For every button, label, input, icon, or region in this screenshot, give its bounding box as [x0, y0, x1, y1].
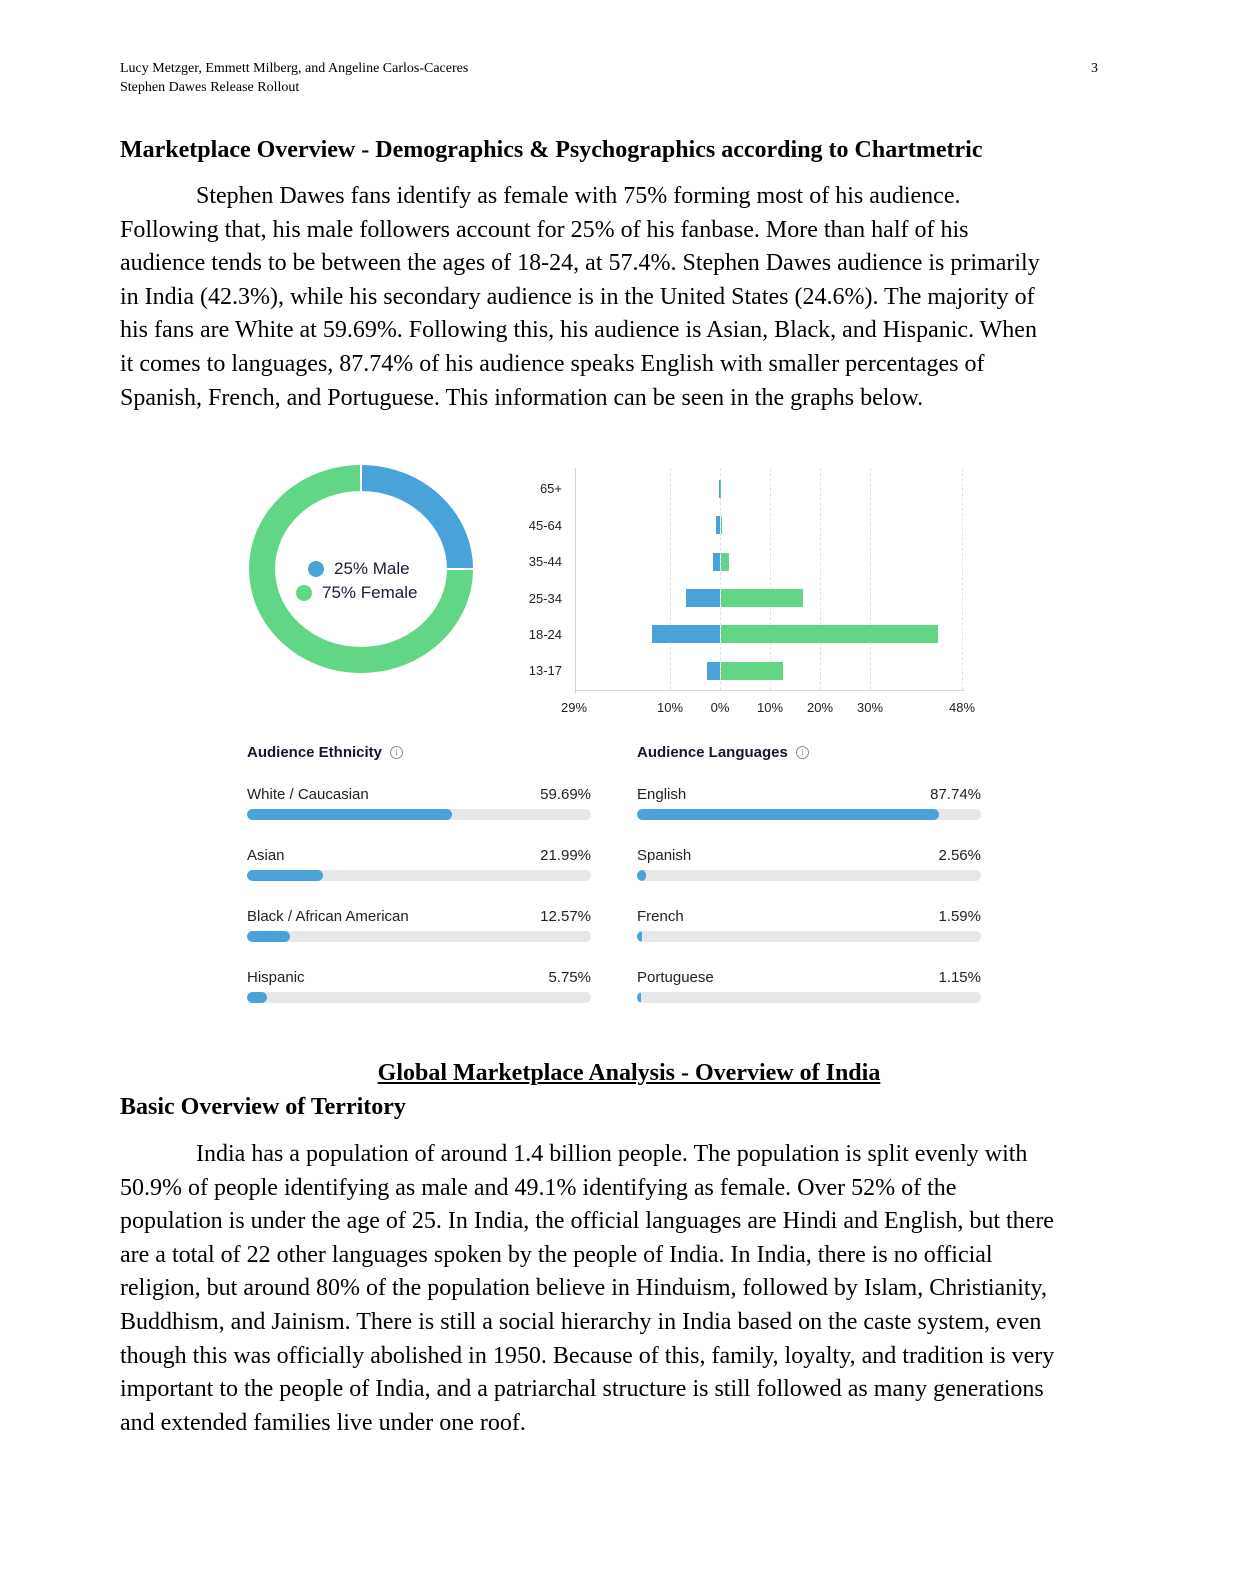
language-row: Portuguese 1.15%: [637, 969, 981, 1030]
legend-female: 75% Female: [296, 583, 417, 603]
progress-fill: [637, 870, 646, 881]
bar-female-18-24: [721, 625, 938, 643]
paragraph-line: important to the people of India, and a patriarchal structure is still followed as many generations: [120, 1376, 1044, 1403]
audience-ethnicity-panel: [247, 742, 591, 1030]
info-icon[interactable]: i: [796, 746, 809, 759]
bar-male-45-64: [716, 516, 720, 534]
progress-fill: [637, 931, 642, 942]
paragraph-line: India has a population of around 1.4 billion people. The population is split evenly with: [196, 1141, 1028, 1167]
progress-track: [637, 931, 981, 942]
gender-donut-chart: [248, 465, 474, 673]
bar-female-25-34: [721, 589, 803, 607]
progress-track: [637, 809, 981, 820]
paragraph-line: are a total of 22 other languages spoken by the people of India. In India, there is no official: [120, 1241, 993, 1268]
page-header: [120, 59, 1098, 97]
progress-track: [247, 809, 591, 820]
chartmetric-figure: [240, 455, 1000, 1020]
header-authors: Lucy Metzger, Emmett Milberg, and Angeline Carlos-Caceres: [120, 61, 469, 76]
section-heading-basic-overview: Basic Overview of Territory: [120, 1094, 406, 1120]
age-label: 45-64: [528, 518, 562, 533]
paragraph-india-overview: [120, 1138, 1120, 1440]
paragraph-demographics: [120, 180, 1120, 415]
bar-female-45-64: [721, 516, 722, 534]
ethnicity-row: Black / African American 12.57%: [247, 908, 591, 969]
progress-track: [247, 931, 591, 942]
progress-fill: [637, 992, 641, 1003]
x-tick-label: 0%: [710, 700, 730, 715]
y-axis-line: [575, 468, 576, 693]
bar-male-13-17: [707, 662, 720, 680]
paragraph-line: Stephen Dawes fans identify as female with 75% forming most of his audience.: [196, 183, 961, 209]
age-label: 13-17: [528, 663, 562, 678]
paragraph-line: population is under the age of 25. In India, the official languages are Hindi and English, but there: [120, 1208, 1054, 1235]
x-tick-label: 20%: [806, 700, 834, 715]
paragraph-line: in India (42.3%), while his secondary audience is in the United States (24.6%). The majority of: [120, 283, 1035, 310]
female-dot-icon: [296, 585, 312, 601]
audience-languages-panel: [637, 742, 981, 1030]
progress-track: [637, 870, 981, 881]
language-row: Spanish 2.56%: [637, 847, 981, 908]
ethnicity-row: White / Caucasian 59.69%: [247, 786, 591, 847]
bar-female-65plus: [720, 480, 721, 498]
progress-fill: [247, 931, 290, 942]
progress-fill: [247, 809, 452, 820]
x-tick-label: 10%: [656, 700, 684, 715]
male-dot-icon: [308, 561, 324, 577]
section-title-global-marketplace: Global Marketplace Analysis - Overview of India: [377, 1060, 881, 1086]
paragraph-line: religion, but around 80% of the population believe in Hinduism, followed by Islam, Christianity,: [120, 1275, 1047, 1302]
progress-track: [247, 870, 591, 881]
x-tick-label: 30%: [856, 700, 884, 715]
progress-track: [637, 992, 981, 1003]
paragraph-line: audience tends to be between the ages of 18-24, at 57.4%. Stephen Dawes audience is primarily: [120, 250, 1040, 277]
languages-title: Audience Languages i: [637, 742, 981, 762]
gridline: [670, 468, 671, 690]
x-tick-label: 48%: [948, 700, 976, 715]
bar-male-25-34: [686, 589, 720, 607]
bar-female-13-17: [721, 662, 783, 680]
paragraph-line: it comes to languages, 87.74% of his audience speaks English with smaller percentages of: [120, 350, 985, 377]
section-heading-marketplace-overview: Marketplace Overview - Demographics & Psychographics according to Chartmetric: [120, 137, 983, 163]
language-row: French 1.59%: [637, 908, 981, 969]
header-subtitle: Stephen Dawes Release Rollout: [120, 80, 300, 95]
page-number: 3: [1091, 61, 1098, 76]
x-tick-label: 10%: [756, 700, 784, 715]
progress-fill: [637, 809, 939, 820]
paragraph-line: Spanish, French, and Portuguese. This information can be seen in the graphs below.: [120, 384, 924, 411]
paragraph-line: Buddhism, and Jainism. There is still a social hierarchy in India based on the caste system, even: [120, 1308, 1042, 1335]
paragraph-line: though this was officially abolished in 1950. Because of this, family, loyalty, and tradition is very: [120, 1342, 1055, 1369]
legend-male: 25% Male: [308, 559, 410, 579]
gridline: [720, 468, 721, 690]
bar-male-18-24: [652, 625, 720, 643]
age-label: 65+: [539, 481, 562, 496]
age-gender-pyramid-chart: [510, 465, 990, 715]
x-tick-label: 29%: [560, 700, 588, 715]
progress-track: [247, 992, 591, 1003]
gridline: [820, 468, 821, 690]
gridline: [962, 468, 963, 690]
progress-fill: [247, 992, 267, 1003]
bar-male-35-44: [713, 553, 720, 571]
language-row: English 87.74%: [637, 786, 981, 847]
bar-female-35-44: [721, 553, 729, 571]
male-segment: [361, 465, 473, 569]
paragraph-line: 50.9% of people identifying as male and 49.1% identifying as female. Over 52% of the: [120, 1174, 957, 1201]
paragraph-line: and extended families live under one roof.: [120, 1409, 526, 1436]
ethnicity-title: Audience Ethnicity i: [247, 742, 591, 762]
age-label: 18-24: [528, 627, 562, 642]
gridline: [870, 468, 871, 690]
progress-fill: [247, 870, 323, 881]
ethnicity-row: Asian 21.99%: [247, 847, 591, 908]
ethnicity-row: Hispanic 5.75%: [247, 969, 591, 1030]
info-icon[interactable]: i: [390, 746, 403, 759]
age-label: 35-44: [528, 554, 562, 569]
gridline: [770, 468, 771, 690]
paragraph-line: his fans are White at 59.69%. Following this, his audience is Asian, Black, and Hispanic. When: [120, 317, 1037, 344]
age-label: 25-34: [528, 591, 562, 606]
x-axis-line: [575, 690, 965, 691]
paragraph-line: Following that, his male followers account for 25% of his fanbase. More than half of his: [120, 216, 969, 243]
